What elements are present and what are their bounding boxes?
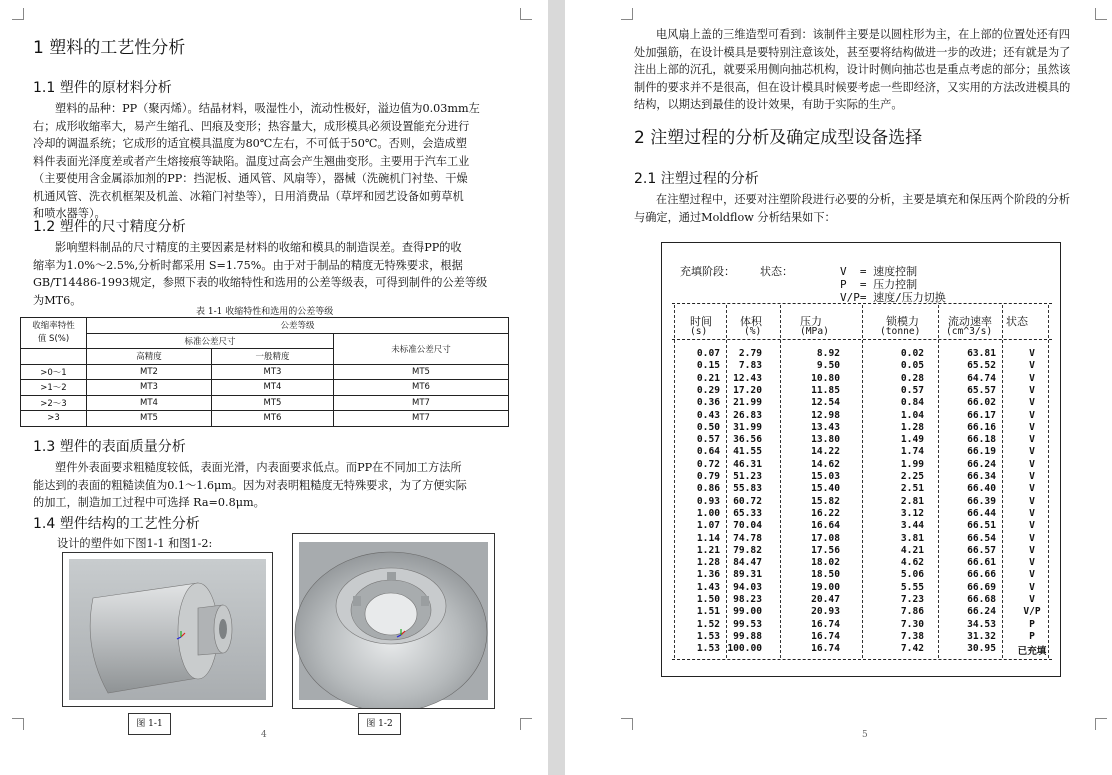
paragraph-line: 处加强筋，在设计模具是要特别注意该处，甚至要将结构做进一步的改进；还有就是为了	[634, 45, 1071, 59]
table-cell: 3.12	[900, 507, 924, 519]
table-row	[662, 520, 1062, 532]
table-cell: 0.29	[696, 384, 720, 396]
table-cell: 34.53	[967, 618, 996, 630]
table-cell: 20.93	[811, 606, 840, 618]
paragraph-line: 电风扇上盖的三维造型可看到：该制件主要是以圆柱形为主，在上部的位置处还有四	[656, 28, 1070, 41]
table-cell: 1.74	[900, 446, 924, 458]
table-row	[662, 348, 1062, 360]
table-cell: V	[1029, 384, 1035, 396]
table-cell: 89.31	[733, 569, 762, 581]
paragraph-line: 为MT6。	[33, 293, 82, 307]
header-time-unit: (s)	[690, 326, 708, 337]
document-page-right	[565, 0, 1112, 775]
table-cell: 66.66	[967, 569, 996, 581]
header-flow-rate: 流动速率	[948, 315, 992, 328]
table-cell: 7.86	[900, 606, 924, 618]
table-cell: 0.50	[696, 421, 720, 433]
table-cell: V	[1029, 421, 1035, 433]
table-cell: 1.53	[696, 630, 720, 642]
table-cell: 1.50	[696, 594, 720, 605]
table-cell: V	[1029, 581, 1035, 593]
table-cell: 1.53	[696, 643, 720, 655]
table-row	[662, 397, 1062, 409]
table-row	[21, 395, 509, 411]
table-cell: V	[1029, 569, 1035, 581]
table-cell: 16.64	[811, 520, 840, 532]
rule-line	[672, 303, 1052, 304]
table-cell: V	[1029, 495, 1035, 507]
header-clamp-force: 锁模力	[886, 315, 919, 328]
table-cell: V	[1029, 507, 1035, 519]
table-cell: 65.57	[967, 384, 996, 396]
paragraph-line: 塑料的品种：PP（聚丙烯）。结晶材料，吸湿性小，流动性极好，溢边值为0.03mm左	[55, 102, 480, 115]
table-cell: 94.03	[733, 581, 762, 593]
table-cell: 0.02	[900, 348, 924, 359]
table-cell: MT7	[334, 411, 509, 427]
table-row	[662, 360, 1062, 372]
table-cell: 7.42	[900, 643, 924, 655]
table-cell: V	[1029, 594, 1035, 605]
table-cell: 99.88	[733, 630, 762, 642]
table-cell: 7.38	[900, 630, 924, 642]
legend-vp: V/P= 速度/压力切换	[840, 291, 946, 304]
crop-mark	[520, 718, 532, 730]
table-header-nonstandard: 未标准公差尺寸	[334, 333, 509, 364]
table-cell: V/P	[1023, 606, 1041, 618]
table-header-tolerance: 公差等级	[87, 318, 509, 334]
header-volume-unit: (%)	[744, 326, 762, 337]
table-cell: 65.33	[733, 507, 762, 519]
table-row	[662, 582, 1062, 594]
table-cell: 已充填	[1017, 646, 1047, 658]
table-cell: 17.20	[733, 384, 762, 396]
table-cell: 74.78	[733, 532, 762, 544]
paragraph-line: 注出上部的沉孔，就要采用侧向抽芯机构，设计时侧向抽芯也是重点考虑的部分；虽然该	[634, 63, 1071, 76]
table-cell: 1.52	[696, 618, 720, 630]
table-row	[21, 411, 509, 427]
table-cell: 51.23	[733, 471, 762, 482]
paragraph-line: 在注塑过程中，还要对注塑阶段进行必要的分析，主要是填充和保压两个阶段的分析	[656, 193, 1070, 206]
table-cell: 66.34	[967, 471, 996, 482]
paragraph-line: 影响塑料制品的尺寸精度的主要因素是材料的收缩和模具的制造误差。查得PP的收	[55, 241, 462, 254]
table-cell: V	[1029, 483, 1035, 495]
table-cell: >3	[21, 411, 87, 427]
table-cell: 3.44	[900, 520, 924, 532]
table-cell: 1.43	[696, 581, 720, 593]
crop-mark	[621, 718, 633, 730]
table-cell: 0.05	[900, 360, 924, 372]
table-cell: P	[1029, 630, 1035, 642]
table-cell: 1.00	[696, 507, 720, 519]
table-cell: V	[1029, 397, 1035, 409]
table-cell: 13.80	[811, 434, 840, 446]
table-row	[662, 631, 1062, 643]
table-cell: 66.54	[967, 532, 996, 544]
table-cell: >1～2	[21, 380, 87, 396]
table-cell: 2.81	[900, 495, 924, 507]
table-cell: 66.39	[967, 495, 996, 507]
table-cell: 18.50	[811, 569, 840, 581]
table-row	[662, 471, 1062, 483]
table-cell: 0.28	[900, 372, 924, 384]
table-cell: 16.74	[811, 630, 840, 642]
table-cell: 98.23	[733, 594, 762, 605]
table-cell: V	[1029, 446, 1035, 458]
table-caption: 表 1-1 收缩特性和选用的公差等级	[196, 307, 334, 317]
table-cell: MT5	[87, 411, 212, 427]
table-cell: MT5	[212, 395, 334, 411]
table-cell: 2.79	[738, 348, 762, 359]
crop-mark	[621, 8, 633, 20]
table-cell: 99.53	[733, 618, 762, 630]
paragraph-line: 制件的要求并不是很高，但在设计模具时候要考虑一些即经济，又实用的方法改进模具的	[634, 80, 1071, 94]
table-cell: 66.40	[967, 483, 996, 495]
table-cell: 66.18	[967, 434, 996, 446]
cone-part-render	[63, 553, 272, 706]
table-cell: 15.82	[811, 495, 840, 507]
table-cell: 66.24	[967, 458, 996, 470]
table-cell: 84.47	[733, 557, 762, 569]
table-cell: 0.57	[696, 434, 720, 446]
table-cell: 15.40	[811, 483, 840, 495]
table-cell: 1.07	[696, 520, 720, 532]
table-cell: 1.49	[900, 434, 924, 446]
table-header-general: 一般精度	[212, 349, 334, 365]
table-cell: P	[1029, 618, 1035, 630]
table-cell: 12.98	[811, 409, 840, 421]
paragraph-line: GB/T14486-1993规定，参照下表的收缩特性和选用的公差等级表，可得到制件的公差等级	[33, 276, 488, 289]
header-volume: 体积	[740, 315, 762, 328]
table-cell: >2～3	[21, 395, 87, 411]
table-cell: 26.83	[733, 409, 762, 421]
table-cell: 66.16	[967, 421, 996, 433]
table-cell: 11.85	[811, 384, 840, 396]
table-cell: 1.28	[696, 557, 720, 569]
paragraph-surface-quality	[33, 459, 498, 512]
table-cell: 20.47	[811, 594, 840, 605]
table-cell: V	[1029, 471, 1035, 482]
table-row	[662, 422, 1062, 434]
crop-mark	[12, 8, 24, 20]
table-row	[662, 557, 1062, 569]
table-cell: 15.03	[811, 471, 840, 482]
table-cell: 60.72	[733, 495, 762, 507]
paragraph-line: 的加工，制造加工过程中可选择 Ra=0.8μm。	[33, 496, 265, 509]
table-row	[662, 594, 1062, 606]
page-gutter	[548, 0, 565, 775]
table-cell: 36.56	[733, 434, 762, 446]
table-cell: 66.24	[967, 606, 996, 618]
table-row	[662, 459, 1062, 471]
table-cell: MT7	[334, 395, 509, 411]
document-page-left	[0, 0, 548, 775]
table-cell: MT4	[87, 395, 212, 411]
table-cell: V	[1029, 360, 1035, 372]
table-cell: V	[1029, 557, 1035, 569]
paragraph-line: 右；成形收缩率大，易产生缩孔、凹痕及变形；热容量大，成形模具必须设置能充分进行	[33, 119, 470, 133]
table-cell: MT6	[212, 411, 334, 427]
table-cell: 7.83	[738, 360, 762, 372]
table-cell: V	[1029, 544, 1035, 556]
header-clamp-unit: (tonne)	[880, 326, 921, 337]
table-row	[662, 508, 1062, 520]
table-cell: 46.31	[733, 458, 762, 470]
table-row	[662, 545, 1062, 557]
paragraph-line: 结构，以期达到最佳的设计效果，有助于实际的生产。	[634, 98, 903, 111]
table-cell: 7.23	[900, 594, 924, 605]
table-cell: 12.43	[733, 372, 762, 384]
table-cell: 0.86	[696, 483, 720, 495]
table-cell: MT2	[87, 364, 212, 380]
fan-cover-render	[293, 534, 494, 708]
table-row	[21, 364, 509, 380]
table-cell: 99.00	[733, 606, 762, 618]
chapter-title: 2 注塑过程的分析及确定成型设备选择	[634, 128, 923, 148]
table-row	[662, 619, 1062, 631]
table-cell: 55.83	[733, 483, 762, 495]
table-cell: 0.93	[696, 495, 720, 507]
table-cell: 4.21	[900, 544, 924, 556]
table-cell: 66.61	[967, 557, 996, 569]
table-header-high: 高精度	[87, 349, 212, 365]
figure-1-1	[62, 552, 273, 707]
table-cell: 4.62	[900, 557, 924, 569]
table-cell: 1.99	[900, 458, 924, 470]
table-cell: 64.74	[967, 372, 996, 384]
table-cell: 0.84	[900, 397, 924, 409]
table-cell: 66.57	[967, 544, 996, 556]
table-cell: >0～1	[21, 364, 87, 380]
rule-line	[672, 659, 1052, 660]
page-number: 4	[261, 730, 267, 740]
paragraph-line: 缩率为1.0%～2.5%,分析时都采用 S=1.75%。由于对于制品的精度无特殊要求，根据	[33, 258, 463, 272]
paragraph-line: 料件表面光泽度差或者产生熔接痕等缺陷。温度过高会产生翘曲变形。主要用于汽车工业	[33, 154, 470, 168]
paragraph-line: 机通风管、洗衣机框架及机盖、冰箱门衬垫等），日用消费品（草坪和园艺设备如剪草机	[33, 189, 464, 203]
state-label: 状态：	[760, 265, 793, 278]
table-cell: 0.15	[696, 360, 720, 372]
table-cell: 0.36	[696, 397, 720, 409]
legend-v: V = 速度控制	[840, 265, 918, 278]
table-cell: 18.02	[811, 557, 840, 569]
table-cell: 10.80	[811, 372, 840, 384]
table-cell: 0.72	[696, 458, 720, 470]
table-cell: V	[1029, 372, 1035, 384]
table-cell: MT6	[334, 380, 509, 396]
paragraph-line: 冷却的调温系统；它成形的适宜模具温度为80℃左右，不可低于50℃。否则，会造成塑	[33, 137, 467, 150]
table-cell: 5.06	[900, 569, 924, 581]
table-cell: MT3	[212, 364, 334, 380]
table-cell: 0.21	[696, 372, 720, 384]
table-header-shrink: 收缩率特性 值 S(%)	[21, 318, 87, 349]
table-cell: MT4	[212, 380, 334, 396]
paragraph-injection-analysis	[634, 191, 1096, 226]
paragraph-fan-cover	[634, 26, 1096, 114]
chapter-title: 1 塑料的工艺性分析	[33, 38, 186, 58]
table-cell: 0.79	[696, 471, 720, 482]
table-cell: 66.44	[967, 507, 996, 519]
crop-mark	[520, 8, 532, 20]
table-cell: 0.57	[900, 384, 924, 396]
table-cell: 30.95	[967, 643, 996, 655]
table-cell: V	[1029, 409, 1035, 421]
table-header-standard: 标准公差尺寸	[87, 333, 334, 349]
table-cell: 21.99	[733, 397, 762, 409]
table-cell: 66.68	[967, 594, 996, 605]
paragraph-line: 塑件外表面要求粗糙度较低，表面光滑，内表面要求低点。而PP在不同加工方法所	[55, 461, 462, 474]
crop-mark	[12, 718, 24, 730]
table-cell: 31.99	[733, 421, 762, 433]
section-heading-2-1: 2.1 注塑过程的分析	[634, 171, 759, 187]
figure-1-1-label: 图 1-1	[128, 713, 171, 735]
table-row	[662, 533, 1062, 545]
table-cell: 7.30	[900, 618, 924, 630]
table-cell: 63.81	[967, 348, 996, 359]
table-cell: MT5	[334, 364, 509, 380]
paragraph-line: （主要使用含金属添加剂的PP：挡泥板、通风管、风扇等），器械（洗碗机门衬垫、干燥	[33, 172, 468, 185]
header-time: 时间	[690, 315, 712, 328]
table-cell: 9.50	[816, 360, 840, 372]
header-state: 状态	[1006, 315, 1028, 328]
legend-p: P = 压力控制	[840, 278, 918, 291]
table-cell: 66.51	[967, 520, 996, 532]
table-cell: 12.54	[811, 397, 840, 409]
table-cell: 66.19	[967, 446, 996, 458]
table-cell: 66.17	[967, 409, 996, 421]
figure-1-2	[292, 533, 495, 709]
table-cell: 100.00	[727, 643, 762, 655]
table-row	[21, 380, 509, 396]
table-cell: 1.04	[900, 409, 924, 421]
table-cell: 0.64	[696, 446, 720, 458]
table-cell: 1.28	[900, 421, 924, 433]
table-cell: 2.25	[900, 471, 924, 482]
page-number: 5	[862, 730, 868, 740]
table-header-blank	[21, 349, 87, 365]
section-heading-1-4: 1.4 塑件结构的工艺性分析	[33, 516, 200, 532]
tolerance-table	[20, 317, 509, 427]
table-row	[662, 496, 1062, 508]
table-row	[662, 606, 1062, 618]
table-cell: 79.82	[733, 544, 762, 556]
table-row	[662, 446, 1062, 458]
table-cell: 3.81	[900, 532, 924, 544]
table-cell: V	[1029, 532, 1035, 544]
table-cell: 17.08	[811, 532, 840, 544]
section-heading-1-1: 1.1 塑件的原材料分析	[33, 80, 172, 96]
table-cell: 16.74	[811, 643, 840, 655]
table-cell: 14.22	[811, 446, 840, 458]
header-flow-unit: (cm^3/s)	[946, 326, 993, 337]
table-cell: 1.51	[696, 606, 720, 618]
table-cell: 5.55	[900, 581, 924, 593]
table-row	[662, 434, 1062, 446]
table-cell: 66.02	[967, 397, 996, 409]
table-cell: 70.04	[733, 520, 762, 532]
crop-mark	[1095, 8, 1107, 20]
section-heading-1-3: 1.3 塑件的表面质量分析	[33, 439, 186, 455]
table-cell: 14.62	[811, 458, 840, 470]
table-cell: 19.00	[811, 581, 840, 593]
table-cell: 17.56	[811, 544, 840, 556]
crop-mark	[1095, 718, 1107, 730]
header-pressure: 压力	[800, 315, 822, 328]
table-cell: 1.21	[696, 544, 720, 556]
header-pressure-unit: (MPa)	[800, 326, 829, 337]
paragraph-dimension-accuracy	[33, 239, 498, 309]
table-cell: 66.69	[967, 581, 996, 593]
table-row	[662, 373, 1062, 385]
table-cell: 65.52	[967, 360, 996, 372]
table-cell: 16.22	[811, 507, 840, 519]
table-cell: 2.51	[900, 483, 924, 495]
table-cell: 41.55	[733, 446, 762, 458]
table-row	[662, 385, 1062, 397]
paragraph-raw-material	[33, 100, 498, 223]
table-cell: 8.92	[816, 348, 840, 359]
table-row	[662, 410, 1062, 422]
table-cell: 16.74	[811, 618, 840, 630]
table-cell: 1.14	[696, 532, 720, 544]
table-cell: 0.43	[696, 409, 720, 421]
figure-1-2-label: 图 1-2	[358, 713, 401, 735]
figure-intro: 设计的塑件如下图1-1 和图1-2:	[57, 537, 213, 550]
moldflow-result-box	[661, 242, 1061, 677]
paragraph-line: 能达到的表面的粗糙读值为0.1～1.6μm。因为对表明粗糙度无特殊要求，为了方便实际	[33, 478, 467, 492]
paragraph-line: 和喷水器等）。	[33, 207, 106, 220]
paragraph-line: 与确定，通过Moldflow 分析结果如下：	[634, 210, 836, 224]
section-heading-1-2: 1.2 塑件的尺寸精度分析	[33, 219, 186, 235]
table-cell: V	[1029, 520, 1035, 532]
table-cell: 13.43	[811, 421, 840, 433]
fill-stage-label: 充填阶段：	[680, 265, 735, 278]
table-row	[662, 483, 1062, 495]
table-row	[662, 569, 1062, 581]
table-cell: V	[1029, 458, 1035, 470]
table-cell: 31.32	[967, 630, 996, 642]
table-cell: MT3	[87, 380, 212, 396]
table-cell: V	[1029, 434, 1035, 446]
table-cell: 0.07	[696, 348, 720, 359]
table-row	[662, 643, 1062, 658]
table-cell: V	[1029, 348, 1035, 359]
table-cell: 1.36	[696, 569, 720, 581]
